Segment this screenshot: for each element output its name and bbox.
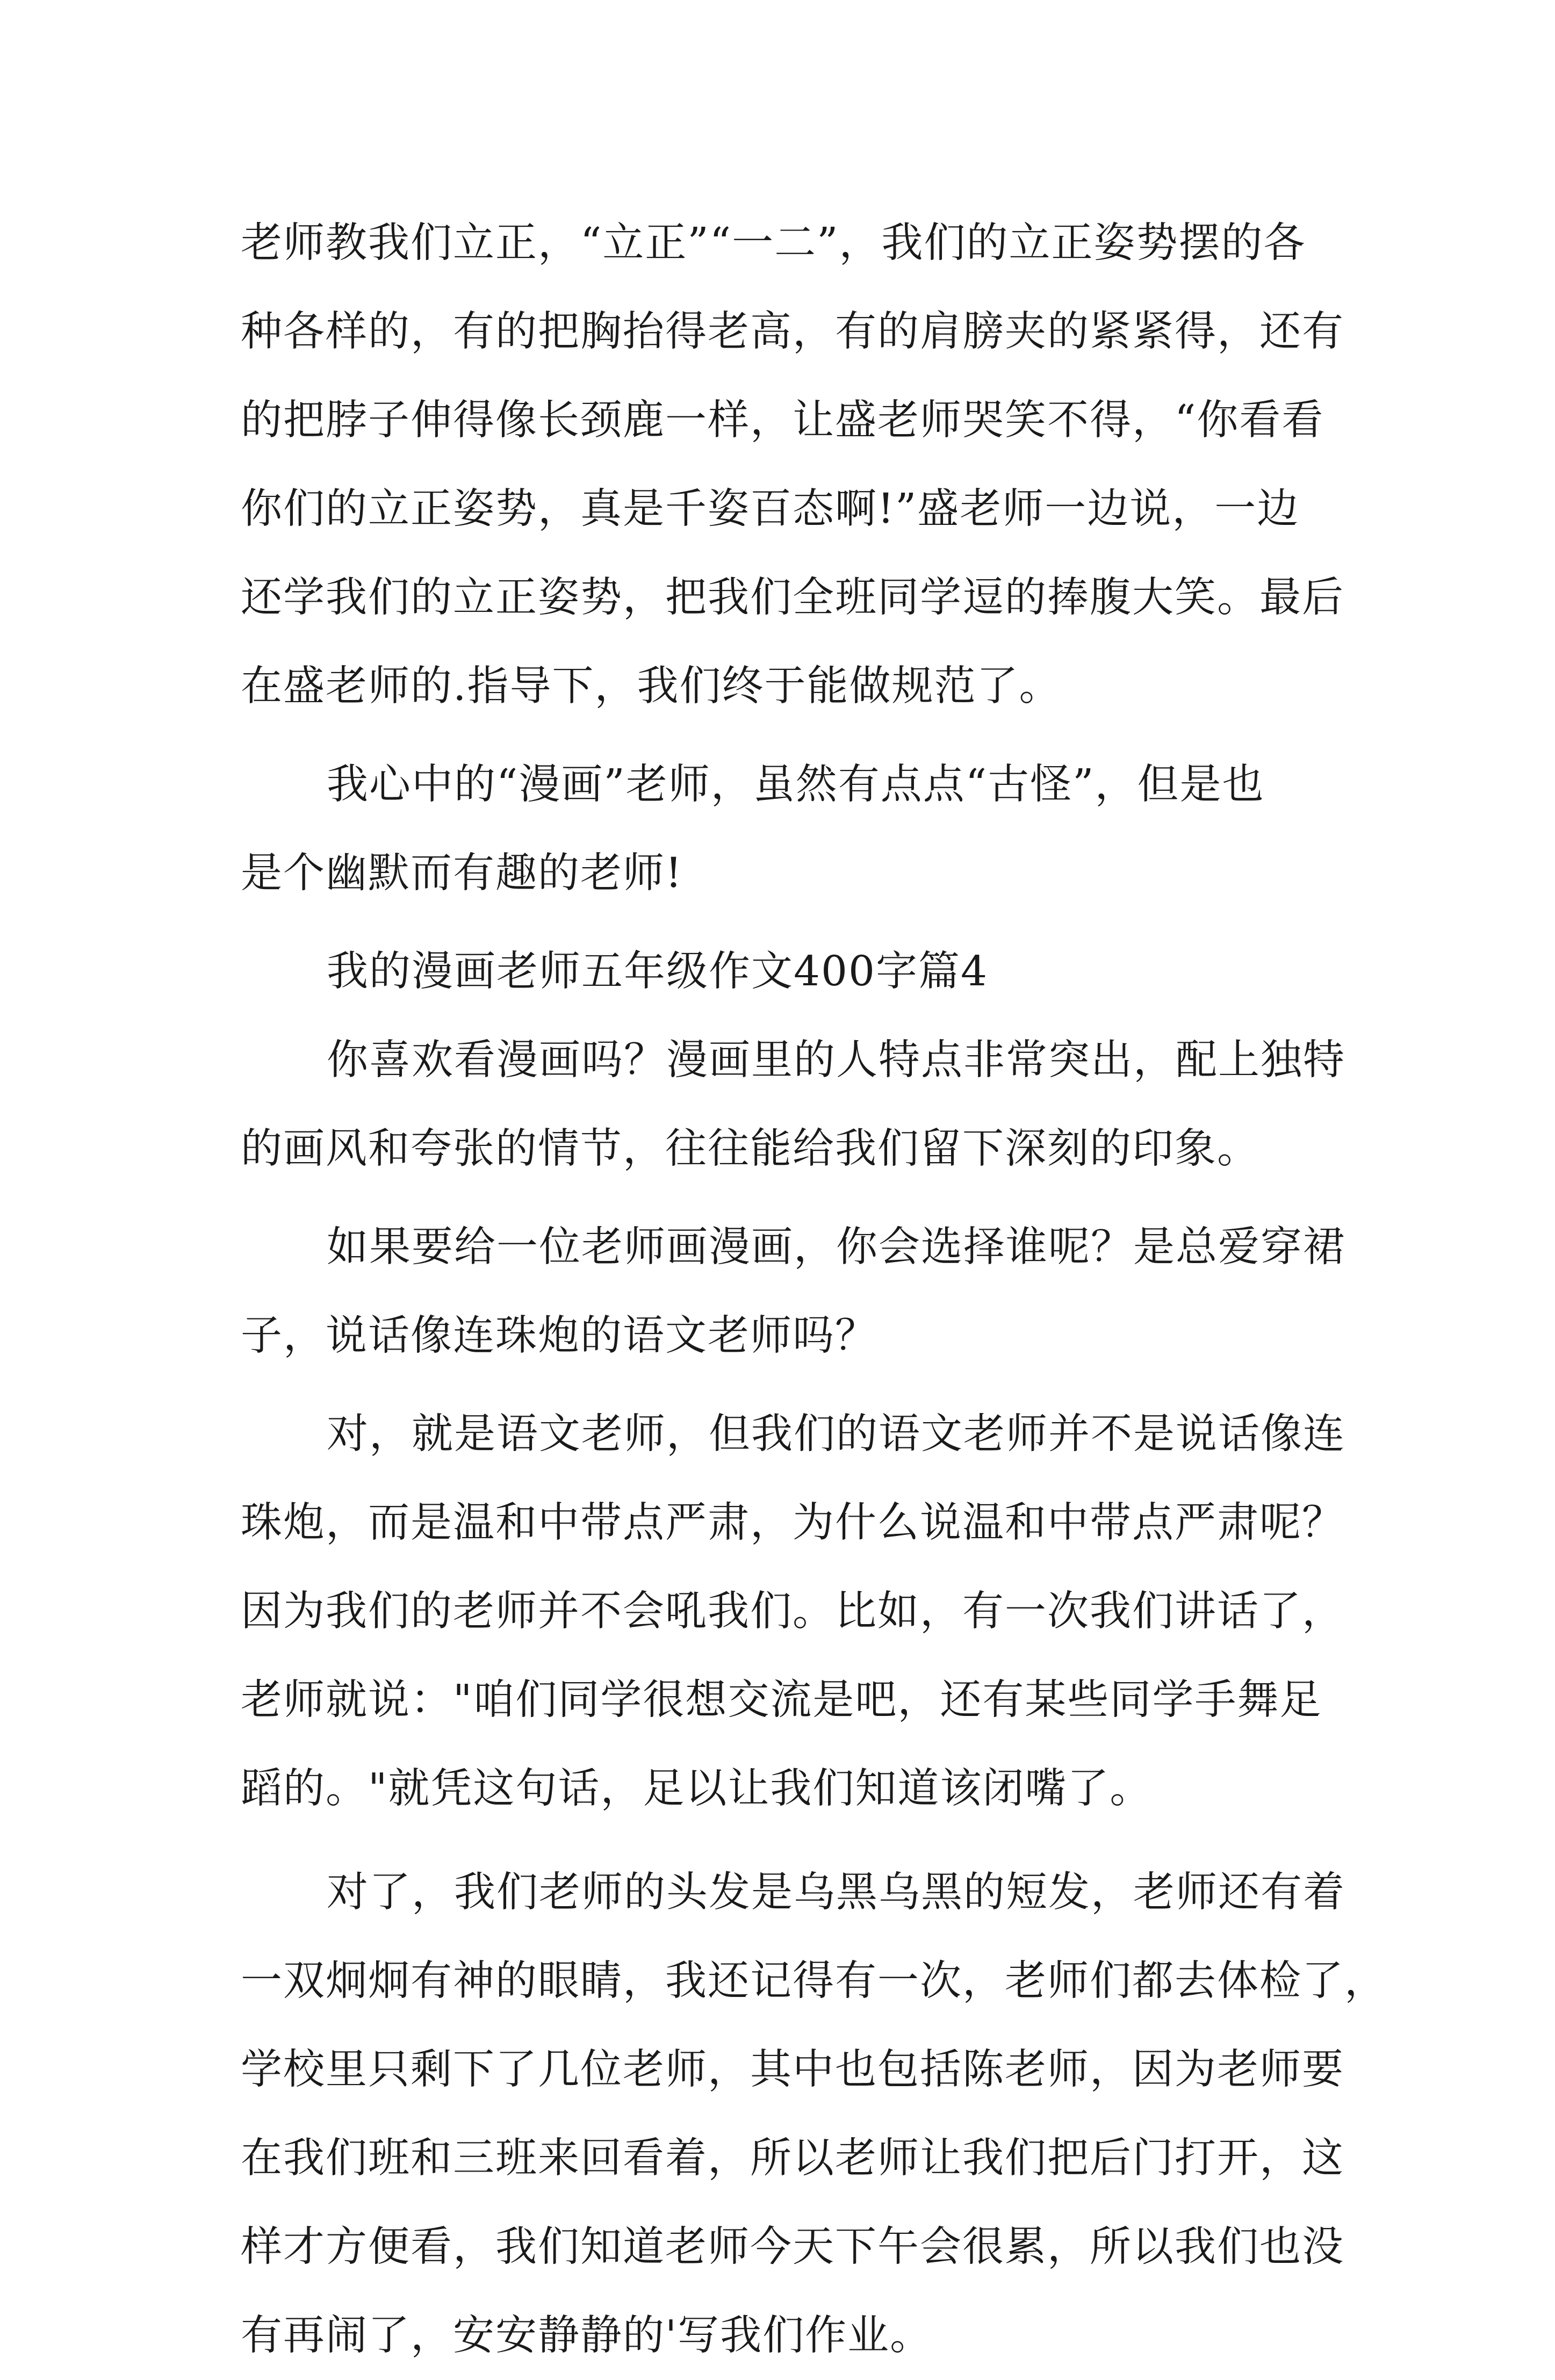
text-line: 你们的立正姿势，真是千姿百态啊!”盛老师一边说，一边 [241,485,1300,533]
text-line: 老师教我们立正，“立正”“一二”，我们的立正姿势摆的各 [241,219,1306,267]
paragraph [241,1848,1387,2380]
text-line: 还学我们的立正姿势，把我们全班同学逗的捧腹大笑。最后 [241,574,1344,622]
text-line: 一双炯炯有神的眼睛，我还记得有一次，老师们都去体检了， [241,1957,1387,2005]
paragraph [241,1016,1345,1193]
text-line: 是个幽默而有趣的老师! [241,849,683,897]
text-line: 我心中的“漫画”老师，虽然有点点“古怪”，但是也 [327,761,1265,809]
text-line: 在我们班和三班来回看着，所以老师让我们把后门打开，这 [241,2134,1344,2182]
text-line: 学校里只剩下了几位老师，其中也包括陈老师，因为老师要 [241,2046,1344,2094]
text-line: 珠炮，而是温和中带点严肃，为什么说温和中带点严肃呢？ [241,1499,1344,1547]
section-heading [241,927,1337,1016]
paragraph [241,1203,1345,1380]
text-line: 在盛老师的.指导下，我们终于能做规范了。 [241,662,1062,710]
text-line: 对了，我们老师的头发是乌黑乌黑的短发，老师还有着 [327,1869,1345,1916]
paragraph [241,199,1344,731]
text-line: 因为我们的老师并不会吼我们。比如，有一次我们讲话了， [241,1588,1344,1635]
text-line: 样才方便看，我们知道老师今天下午会很累，所以我们也没 [241,2223,1344,2271]
text-line: 种各样的，有的把胸抬得老高，有的肩膀夹的紧紧得，还有 [241,308,1344,356]
text-line: 如果要给一位老师画漫画，你会选择谁呢？是总爱穿裙 [327,1223,1345,1271]
paragraph [241,740,1337,918]
text-line: 子，说话像连珠炮的语文老师吗？ [241,1312,877,1360]
text-line: 你喜欢看漫画吗？漫画里的人特点非常突出，配上独特 [327,1036,1345,1084]
text-line: 有再闹了，安安静静的'写我们作业。 [241,2312,933,2360]
text-line: 的把脖子伸得像长颈鹿一样，让盛老师哭笑不得，“你看看 [241,396,1324,444]
heading-text: 我的漫画老师五年级作文400字篇4 [327,948,988,996]
text-line: 老师就说："咱们同学很想交流是吧，还有某些同学手舞足 [241,1676,1322,1724]
text-line: 的画风和夸张的情节，往往能给我们留下深刻的印象。 [241,1125,1259,1173]
paragraph [241,1390,1345,1833]
text-line: 蹈的。"就凭这句话，足以让我们知道该闭嘴了。 [241,1765,1153,1813]
text-line: 对，就是语文老师，但我们的语文老师并不是说话像连 [327,1410,1345,1458]
document-body [241,199,1387,2380]
